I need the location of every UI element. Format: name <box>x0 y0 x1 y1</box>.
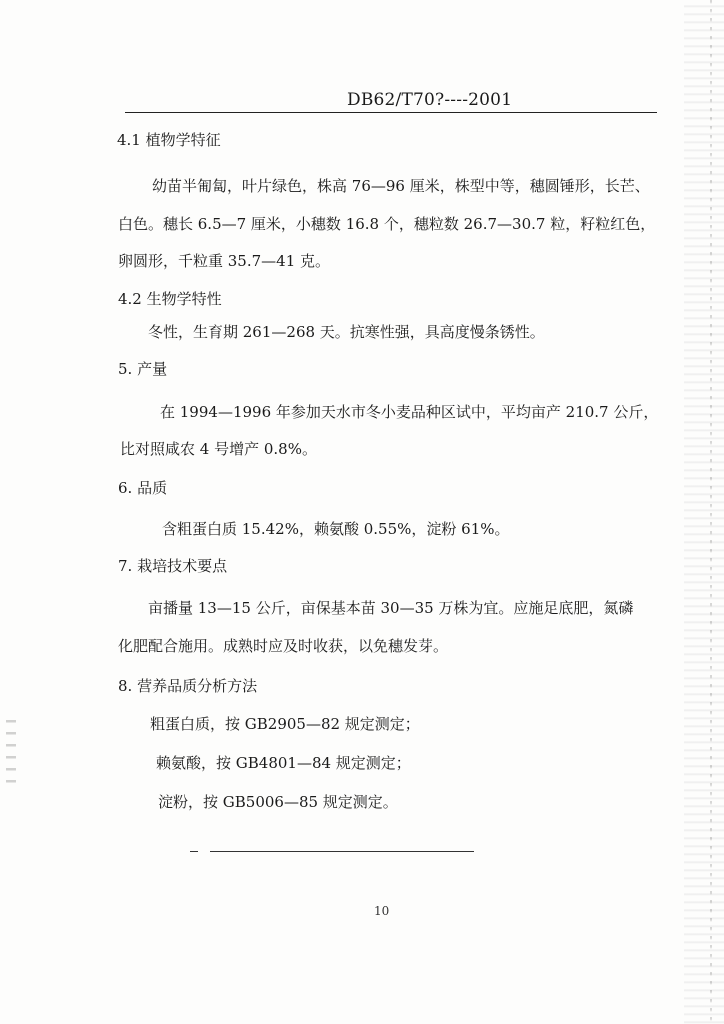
page-number: 10 <box>374 904 390 918</box>
section-4-1-line-2: 白色。穗长 6.5—7 厘米，小穗数 16.8 个，穗粒数 26.7—30.7 粒，籽粒红色， <box>118 215 656 233</box>
section-8-line-2: 赖氨酸，按 GB4801—84 规定测定； <box>156 754 411 772</box>
section-8-line-1: 粗蛋白质，按 GB2905—82 规定测定； <box>150 715 420 733</box>
section-heading-4-1: 4.1 植物学特征 <box>117 131 221 149</box>
section-4-2-line-1: 冬性，生育期 261—268 天。抗寒性强，具高度慢条锈性。 <box>148 323 545 341</box>
section-4-1-line-1: 幼苗半匍匐，叶片绿色，株高 76—96 厘米，株型中等，穗圆锤形，长芒、 <box>152 177 650 195</box>
section-7-line-2: 化肥配合施用。成熟时应及时收获，以免穗发芽。 <box>118 637 449 655</box>
section-6-line-1: 含粗蛋白质 15.42%，赖氨酸 0.55%，淀粉 61%。 <box>162 520 510 538</box>
section-5-line-1: 在 1994—1996 年参加天水市冬小麦品种区试中，平均亩产 210.7 公斤， <box>160 403 659 421</box>
section-5-line-2: 比对照咸农 4 号增产 0.8%。 <box>120 440 317 458</box>
section-heading-4-2: 4.2 生物学特性 <box>118 290 222 308</box>
section-heading-8: 8. 营养品质分析方法 <box>118 677 258 695</box>
section-8-line-3: 淀粉，按 GB5006—85 规定测定。 <box>158 793 398 811</box>
section-heading-7: 7. 栽培技术要点 <box>118 557 228 575</box>
scan-edge-mark <box>710 0 712 1024</box>
header-rule <box>125 112 657 113</box>
scan-left-dots <box>6 720 16 790</box>
footer-dash <box>190 851 198 852</box>
scan-edge-noise <box>684 0 724 1024</box>
standard-code: DB62/T70?----2001 <box>347 90 513 110</box>
section-7-line-1: 亩播量 13—15 公斤，亩保基本苗 30—35 万株为宜。应施足底肥，氮磷 <box>148 599 634 617</box>
footer-rule <box>210 851 474 852</box>
section-heading-5: 5. 产量 <box>118 360 168 378</box>
section-4-1-line-3: 卵圆形，千粒重 35.7—41 克。 <box>118 252 331 270</box>
section-heading-6: 6. 品质 <box>118 479 168 497</box>
